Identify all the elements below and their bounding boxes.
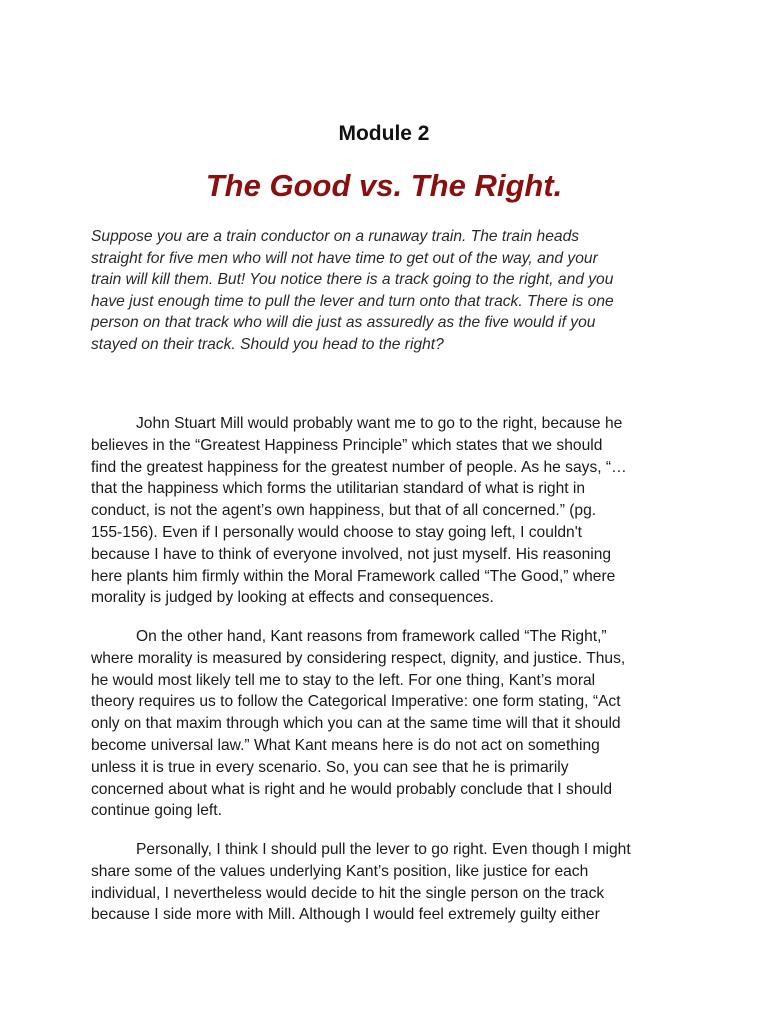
paragraph-line: Personally, I think I should pull the lever to go right. Even though I might [136, 841, 631, 858]
paragraph-line: concerned about what is right and he would probably conclude that I should [91, 780, 613, 798]
paragraph-personal [91, 839, 691, 926]
paragraph-line: find the greatest happiness for the greatest number of people. As he says, “… [91, 458, 627, 476]
intro-line: straight for five men who will not have time to get out of the way, and your [91, 249, 598, 267]
paragraph-line: because I side more with Mill. Although I would feel extremely guilty either [91, 906, 600, 924]
module-heading: Module 2 [338, 122, 430, 145]
paragraph-line: believes in the “Greatest Happiness Principle” which states that we should [91, 436, 603, 454]
paragraph-line: he would most likely tell me to stay to the left. For one thing, Kant’s moral [91, 671, 596, 689]
paragraph-line: theory requires us to follow the Categorical Imperative: one form stating, “Act [91, 693, 621, 711]
paragraph-line: John Stuart Mill would probably want me to go to the right, because he [136, 415, 623, 432]
intro-scenario [91, 226, 691, 356]
intro-line: train will kill them. But! You notice there is a track going to the right, and you [91, 271, 614, 289]
intro-line: Suppose you are a train conductor on a runaway train. The train heads [91, 228, 580, 245]
paragraph-line: share some of the values underlying Kant’s position, like justice for each [91, 862, 589, 880]
paragraph-line: where morality is measured by considering respect, dignity, and justice. Thus, [91, 649, 626, 667]
paragraph-line: here plants him firmly within the Moral Framework called “The Good,” where [91, 567, 616, 585]
paragraph-line: continue going left. [91, 802, 222, 820]
paragraph-line: conduct, is not the agent’s own happiness, but that of all concerned.” (pg. [91, 502, 597, 520]
page-title: The Good vs. The Right. [205, 168, 563, 203]
paragraph-kant [91, 626, 691, 822]
paragraph-line: 155-156). Even if I personally would choose to stay going left, I couldn't [91, 523, 583, 541]
paragraph-line: unless it is true in every scenario. So, you can see that he is primarily [91, 758, 569, 776]
paragraph-line: only on that maxim through which you can at the same time will that it should [91, 715, 621, 733]
paragraph-mill [91, 413, 691, 609]
intro-line: stayed on their track. Should you head to the right? [91, 335, 444, 353]
paragraph-line: morality is judged by looking at effects and consequences. [91, 589, 494, 607]
paragraph-line: individual, I nevertheless would decide to hit the single person on the track [91, 884, 605, 902]
paragraph-line: On the other hand, Kant reasons from framework called “The Right,” [136, 628, 607, 645]
intro-line: person on that track who will die just as assuredly as the five would if you [91, 314, 596, 332]
intro-line: have just enough time to pull the lever and turn onto that track. There is one [91, 292, 614, 310]
paragraph-line: that the happiness which forms the utilitarian standard of what is right in [91, 480, 586, 498]
paragraph-line: because I have to think of everyone involved, not just myself. His reasoning [91, 545, 612, 563]
paragraph-line: become universal law.” What Kant means here is do not act on something [91, 736, 600, 754]
